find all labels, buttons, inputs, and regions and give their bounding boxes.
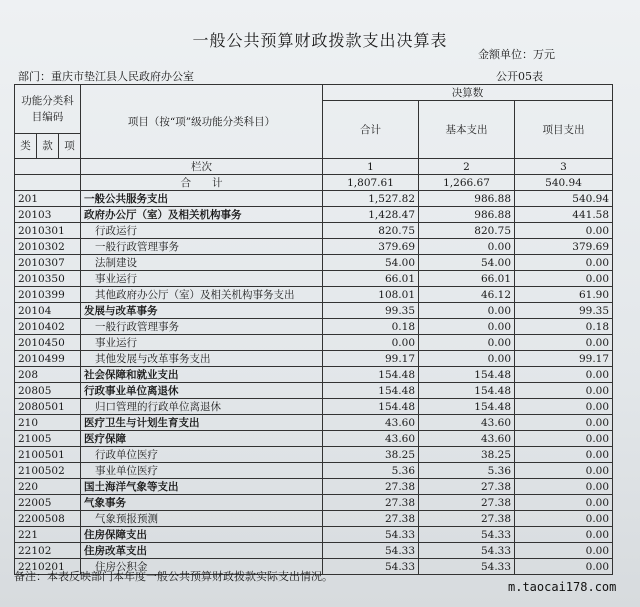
- row-total: 54.33: [323, 527, 419, 543]
- row-name: 医疗卫生与计划生育支出: [81, 415, 323, 431]
- row-code: 20805: [15, 383, 81, 399]
- row-basic: 66.01: [419, 271, 515, 287]
- table-row: [15, 239, 613, 255]
- row-total: 43.60: [323, 415, 419, 431]
- row-total: 154.48: [323, 383, 419, 399]
- row-code: 2010399: [15, 287, 81, 303]
- row-total: 27.38: [323, 479, 419, 495]
- row-project: 0.00: [515, 543, 613, 559]
- row-project: 441.58: [515, 207, 613, 223]
- row-total: 5.36: [323, 463, 419, 479]
- row-basic: 0.00: [419, 239, 515, 255]
- row-code: 201: [15, 191, 81, 207]
- table-row: [15, 207, 613, 223]
- row-basic: 54.33: [419, 559, 515, 575]
- form-number: 公开05表: [496, 70, 543, 83]
- col-number-1: 1: [323, 159, 419, 175]
- table-row: [15, 399, 613, 415]
- row-code: 2010402: [15, 319, 81, 335]
- header-item: 项目（按“项”级功能分类科目）: [81, 85, 323, 159]
- row-project: 0.00: [515, 495, 613, 511]
- row-basic: 154.48: [419, 383, 515, 399]
- row-total: 38.25: [323, 447, 419, 463]
- row-code: 22005: [15, 495, 81, 511]
- row-code: 2210201: [15, 559, 81, 575]
- row-name: 其他发展与改革事务支出: [81, 351, 323, 367]
- row-total: 379.69: [323, 239, 419, 255]
- header-lanci: 栏次: [81, 159, 323, 175]
- row-code: 208: [15, 367, 81, 383]
- row-project: 0.00: [515, 335, 613, 351]
- table-row: [15, 303, 613, 319]
- row-project: 0.00: [515, 383, 613, 399]
- row-name: 一般公共服务支出: [81, 191, 323, 207]
- row-project: 0.00: [515, 255, 613, 271]
- table-row: [15, 383, 613, 399]
- table-row: [15, 271, 613, 287]
- row-name: 一般行政管理事务: [81, 239, 323, 255]
- row-basic: 54.33: [419, 527, 515, 543]
- row-basic: 46.12: [419, 287, 515, 303]
- row-basic: 38.25: [419, 447, 515, 463]
- col-number-3: 3: [515, 159, 613, 175]
- row-project: 0.00: [515, 223, 613, 239]
- row-project: 0.00: [515, 479, 613, 495]
- row-total: 54.33: [323, 559, 419, 575]
- watermark-text: m.taocai178.com: [508, 580, 617, 594]
- row-project: 0.00: [515, 447, 613, 463]
- footnote: 备注：本表反映部门本年度一般公共预算财政拨款实际支出情况。: [14, 570, 333, 583]
- table-row: [15, 543, 613, 559]
- total-sum: 1,807.61: [323, 175, 419, 191]
- row-name: 社会保障和就业支出: [81, 367, 323, 383]
- header-xiang: 项: [59, 134, 81, 159]
- header-project: 项目支出: [515, 101, 613, 159]
- row-total: 54.33: [323, 543, 419, 559]
- table-row: [15, 255, 613, 271]
- table-row: [15, 463, 613, 479]
- total-blank: [15, 175, 81, 191]
- row-code: 2010499: [15, 351, 81, 367]
- row-name: 国土海洋气象等支出: [81, 479, 323, 495]
- expenditure-table: [14, 84, 613, 575]
- row-name: 住房公积金: [81, 559, 323, 575]
- col-number-2: 2: [419, 159, 515, 175]
- row-code: 2100502: [15, 463, 81, 479]
- row-basic: 5.36: [419, 463, 515, 479]
- row-project: 0.00: [515, 415, 613, 431]
- table-row: [15, 223, 613, 239]
- row-project: 0.00: [515, 463, 613, 479]
- row-total: 27.38: [323, 495, 419, 511]
- row-name: 归口管理的行政单位离退休: [81, 399, 323, 415]
- row-basic: 43.60: [419, 431, 515, 447]
- row-code: 2100501: [15, 447, 81, 463]
- row-total: 66.01: [323, 271, 419, 287]
- row-name: 其他政府办公厅（室）及相关机构事务支出: [81, 287, 323, 303]
- header-func-code: 功能分类科目编码: [15, 85, 81, 134]
- department-label: 部门：重庆市垫江县人民政府办公室: [18, 70, 194, 83]
- row-project: 0.00: [515, 511, 613, 527]
- row-project: 99.17: [515, 351, 613, 367]
- row-basic: 54.00: [419, 255, 515, 271]
- row-total: 99.35: [323, 303, 419, 319]
- table-row: [15, 495, 613, 511]
- row-total: 820.75: [323, 223, 419, 239]
- row-code: 2010302: [15, 239, 81, 255]
- row-project: 61.90: [515, 287, 613, 303]
- table-row: [15, 367, 613, 383]
- table-row: [15, 447, 613, 463]
- row-project: 0.00: [515, 559, 613, 575]
- table-row: [15, 511, 613, 527]
- row-name: 气象事务: [81, 495, 323, 511]
- row-name: 行政运行: [81, 223, 323, 239]
- header-kuan: 款: [37, 134, 59, 159]
- unit-label: 金额单位：万元: [478, 48, 555, 61]
- row-project: 0.00: [515, 431, 613, 447]
- row-project: 379.69: [515, 239, 613, 255]
- row-name: 事业运行: [81, 271, 323, 287]
- row-code: 221: [15, 527, 81, 543]
- table-row: [15, 319, 613, 335]
- header-budget: 决算数: [323, 85, 613, 101]
- row-basic: 0.00: [419, 335, 515, 351]
- row-code: 21005: [15, 431, 81, 447]
- row-project: 0.00: [515, 527, 613, 543]
- document-title: 一般公共预算财政拨款支出决算表: [192, 31, 448, 50]
- row-name: 住房改革支出: [81, 543, 323, 559]
- header-basic: 基本支出: [419, 101, 515, 159]
- row-basic: 27.38: [419, 495, 515, 511]
- row-total: 108.01: [323, 287, 419, 303]
- row-name: 法制建设: [81, 255, 323, 271]
- row-total: 154.48: [323, 399, 419, 415]
- row-project: 0.00: [515, 271, 613, 287]
- row-basic: 0.00: [419, 319, 515, 335]
- table-row: [15, 527, 613, 543]
- row-name: 气象预报预测: [81, 511, 323, 527]
- row-basic: 820.75: [419, 223, 515, 239]
- header-lei: 类: [15, 134, 37, 159]
- table-row: [15, 351, 613, 367]
- total-label: 合 计: [81, 175, 323, 191]
- row-name: 一般行政管理事务: [81, 319, 323, 335]
- row-code: 20104: [15, 303, 81, 319]
- row-code: 2010450: [15, 335, 81, 351]
- table-row: [15, 431, 613, 447]
- table-row: [15, 191, 613, 207]
- row-code: 2200508: [15, 511, 81, 527]
- total-project: 540.94: [515, 175, 613, 191]
- table-row: [15, 335, 613, 351]
- row-project: 0.00: [515, 399, 613, 415]
- row-basic: 54.33: [419, 543, 515, 559]
- row-total: 154.48: [323, 367, 419, 383]
- row-code: 20103: [15, 207, 81, 223]
- row-total: 1,428.47: [323, 207, 419, 223]
- row-total: 1,527.82: [323, 191, 419, 207]
- row-name: 事业运行: [81, 335, 323, 351]
- row-name: 行政单位医疗: [81, 447, 323, 463]
- row-basic: 986.88: [419, 191, 515, 207]
- row-name: 住房保障支出: [81, 527, 323, 543]
- row-code: 2010307: [15, 255, 81, 271]
- row-total: 0.18: [323, 319, 419, 335]
- row-project: 0.00: [515, 367, 613, 383]
- row-basic: 0.00: [419, 351, 515, 367]
- row-code: 210: [15, 415, 81, 431]
- row-total: 0.00: [323, 335, 419, 351]
- row-code: 220: [15, 479, 81, 495]
- row-name: 发展与改革事务: [81, 303, 323, 319]
- row-total: 27.38: [323, 511, 419, 527]
- row-code: 2010301: [15, 223, 81, 239]
- row-name: 医疗保障: [81, 431, 323, 447]
- row-name: 事业单位医疗: [81, 463, 323, 479]
- row-basic: 0.00: [419, 303, 515, 319]
- row-basic: 27.38: [419, 479, 515, 495]
- table-row: [15, 479, 613, 495]
- row-name: 政府办公厅（室）及相关机构事务: [81, 207, 323, 223]
- row-project: 99.35: [515, 303, 613, 319]
- row-total: 99.17: [323, 351, 419, 367]
- row-project: 0.18: [515, 319, 613, 335]
- table-row: [15, 287, 613, 303]
- lanci-blank: [15, 159, 81, 175]
- table-row: [15, 415, 613, 431]
- row-code: 22102: [15, 543, 81, 559]
- row-basic: 43.60: [419, 415, 515, 431]
- header-total: 合计: [323, 101, 419, 159]
- row-basic: 154.48: [419, 367, 515, 383]
- total-basic: 1,266.67: [419, 175, 515, 191]
- row-basic: 27.38: [419, 511, 515, 527]
- row-name: 行政事业单位离退休: [81, 383, 323, 399]
- row-code: 2010350: [15, 271, 81, 287]
- row-basic: 154.48: [419, 399, 515, 415]
- row-total: 43.60: [323, 431, 419, 447]
- row-total: 54.00: [323, 255, 419, 271]
- row-basic: 986.88: [419, 207, 515, 223]
- row-project: 540.94: [515, 191, 613, 207]
- row-code: 2080501: [15, 399, 81, 415]
